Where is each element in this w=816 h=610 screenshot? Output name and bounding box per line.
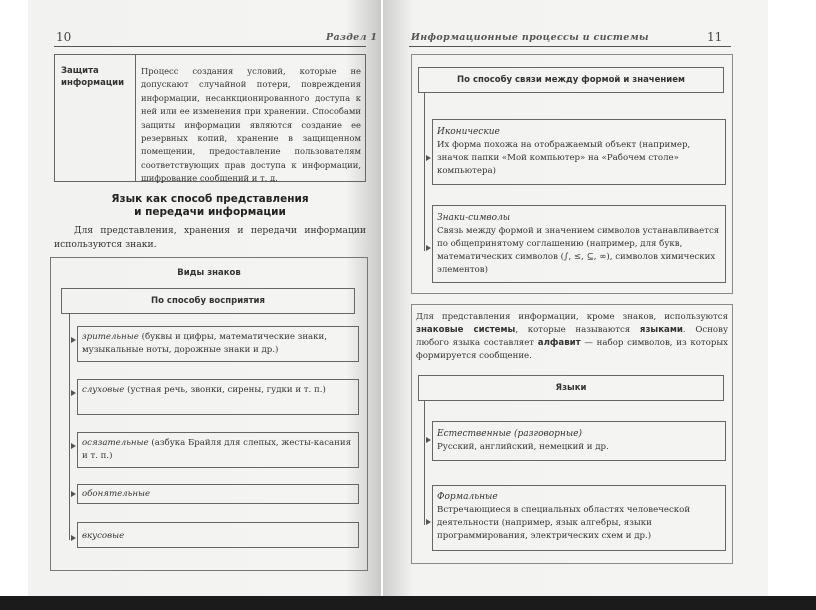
sign-type-box xyxy=(77,484,359,504)
perception-header-box xyxy=(61,288,355,314)
arrow-icon xyxy=(71,491,76,497)
languages-header-box xyxy=(418,375,724,401)
bottom-shadow xyxy=(0,596,816,610)
definition-table xyxy=(54,54,366,182)
arrow-icon xyxy=(71,535,76,541)
section-title xyxy=(54,193,366,219)
sign-type-text: зрительные (буквы и цифры, математические знаки, музыкальные ноты, дорожные знаки и др.) xyxy=(82,332,328,355)
diagram-connector xyxy=(69,314,70,540)
language-type-title: Естественные (разговорные) xyxy=(437,429,583,439)
running-head-left: Раздел 1 xyxy=(326,32,378,43)
sign-type-box xyxy=(77,326,359,362)
form-meaning-header-box xyxy=(418,67,724,93)
arrow-icon xyxy=(71,390,76,396)
sign-type-text: обонятельные xyxy=(82,489,151,499)
definition-term: Защита информации xyxy=(61,66,125,88)
diagram-connector xyxy=(424,401,425,525)
language-type-box xyxy=(432,485,726,551)
page-number-left: 10 xyxy=(56,30,72,44)
definition-text: Процесс создания условий, которые не допускают случайной потери, повреждения информации, несанкционированного доступа к ней или ее изменения при хранении. Способами защиты информации являются создание ее резервных копий, хранение в защищенном помещении, предоставление пользователям соответствующих прав доступа к информации, шифрование сообщений и т. д. xyxy=(141,66,361,184)
section-title-line-1: Язык как способ представления xyxy=(111,193,309,205)
language-type-text: Русский, английский, немецкий и др. xyxy=(437,442,609,452)
sign-category-title: Знаки-символы xyxy=(437,213,511,223)
sign-type-box xyxy=(77,522,359,548)
signs-diagram xyxy=(50,257,368,571)
languages-header: Языки xyxy=(555,383,587,393)
perception-header: По способу восприятия xyxy=(151,296,265,306)
sign-category-box xyxy=(432,205,726,283)
sign-type-box xyxy=(77,379,359,415)
sign-type-text: слуховые (устная речь, звонки, сирены, гудки и т. п.) xyxy=(82,385,326,395)
page-number-right: 11 xyxy=(707,30,723,44)
intro-paragraph: Для представления, хранения и передачи информации используются знаки. xyxy=(54,225,366,250)
form-meaning-header: По способу связи между формой и значением xyxy=(457,75,685,85)
languages-paragraph: Для представления информации, кроме знаков, используются знаковые системы, которые называются языками. Основу любого языка составляет алфавит — набор символов, из которых формируется сообщение. xyxy=(416,312,729,361)
header-rule xyxy=(409,46,731,47)
sign-type-text: вкусовые xyxy=(82,531,125,541)
sign-category-box xyxy=(432,119,726,185)
form-meaning-diagram xyxy=(411,54,733,294)
sign-category-text: Связь между формой и значением символов устанавливается по общепринятому соглашению (например, для букв, математических символов (∫, ≤, ⊆, ∞), символов химических элементов) xyxy=(437,226,720,275)
diagram-title: Виды знаков xyxy=(177,268,241,278)
arrow-icon xyxy=(426,155,431,161)
sign-type-box xyxy=(77,432,359,468)
diagram-connector xyxy=(424,93,425,251)
right-page xyxy=(383,0,768,596)
language-type-text: Встречающиеся в специальных областях человеческой деятельности (например, язык алгебры, языки программирования, электрических схем и др.) xyxy=(437,505,691,541)
running-head-right: Информационные процессы и системы xyxy=(411,32,649,43)
language-type-title: Формальные xyxy=(437,492,498,502)
left-page xyxy=(28,0,381,596)
sign-type-text: осязательные (азбука Брайля для слепых, жесты-касания и т. п.) xyxy=(82,438,352,461)
section-title-line-2: и передачи информации xyxy=(134,206,286,218)
sign-category-text: Их форма похожа на отображаемый объект (например, значок папки «Мой компьютер» на «Рабочем столе» компьютера) xyxy=(437,140,691,176)
arrow-icon xyxy=(71,337,76,343)
language-type-box xyxy=(432,421,726,461)
header-rule xyxy=(54,46,366,47)
table-divider xyxy=(135,55,136,181)
sign-category-title: Иконические xyxy=(437,127,500,137)
arrow-icon xyxy=(426,519,431,525)
arrow-icon xyxy=(426,245,431,251)
languages-diagram xyxy=(411,304,733,564)
arrow-icon xyxy=(71,443,76,449)
arrow-icon xyxy=(426,437,431,443)
